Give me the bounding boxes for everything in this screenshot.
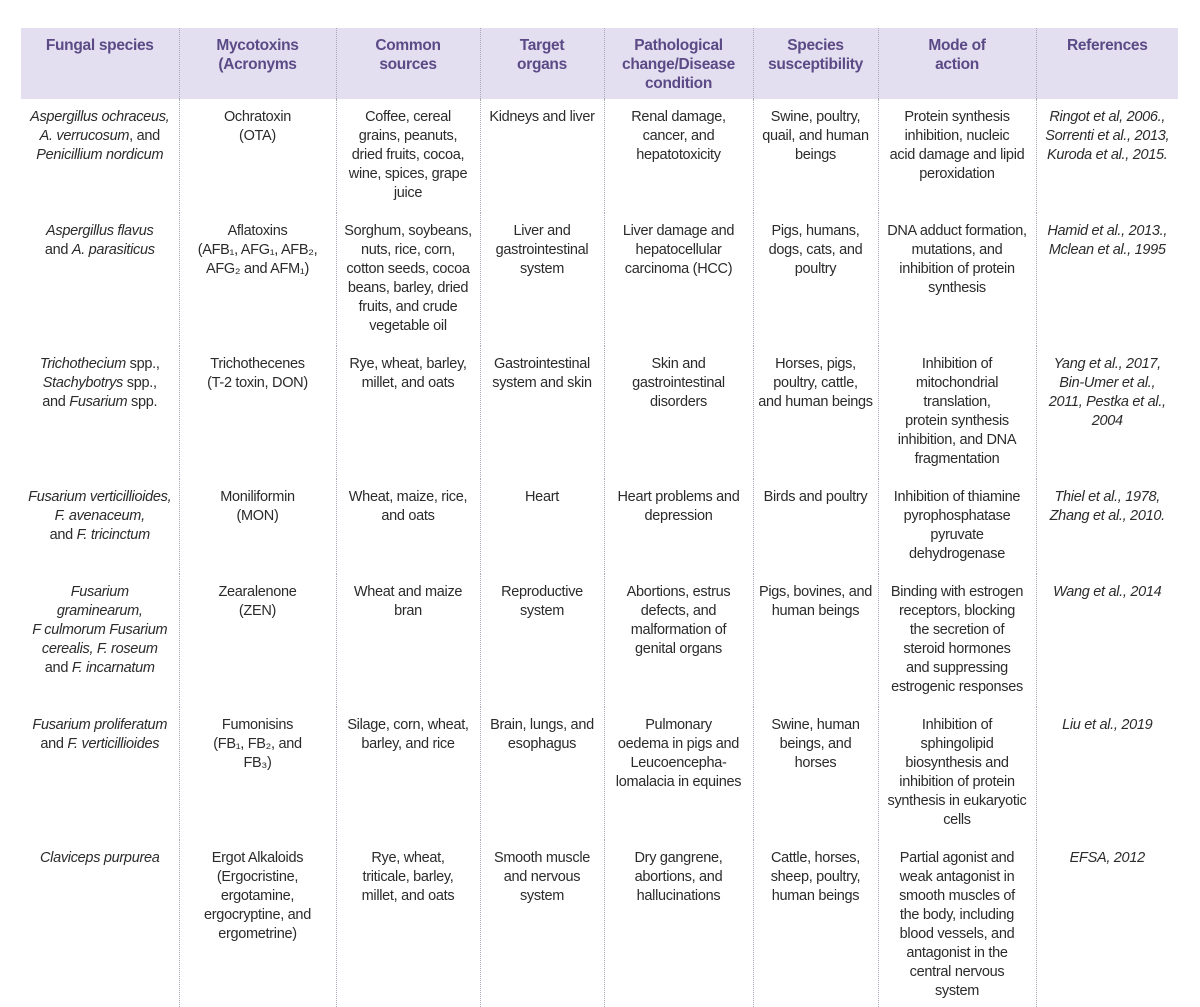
table-row bbox=[21, 213, 1178, 346]
cell-line: Ergot Alkaloids bbox=[211, 850, 304, 866]
cell-line: Wang et al., 2014 bbox=[1053, 584, 1162, 600]
cell-line: inhibition, nucleic bbox=[904, 128, 1010, 144]
cell-line: Inhibition of bbox=[921, 356, 993, 372]
mycotoxin-table-container bbox=[21, 28, 1178, 1007]
species-line bbox=[25, 108, 175, 127]
species-line bbox=[25, 640, 175, 659]
cell-line: steroid hormones bbox=[903, 641, 1011, 657]
species-text: and bbox=[49, 527, 77, 543]
species-susceptibility-cell bbox=[753, 840, 878, 1007]
cell-line: Mclean et al., 1995 bbox=[1048, 242, 1166, 258]
cell-line: juice bbox=[393, 185, 423, 201]
pathological-change-cell bbox=[604, 707, 753, 840]
cell-line: genital organs bbox=[635, 641, 722, 657]
species-text: cerealis, F. roseum bbox=[41, 641, 158, 657]
cell-line: 2004 bbox=[1091, 413, 1123, 429]
cell-line: cotton seeds, cocoa bbox=[346, 261, 470, 277]
cell-line: Dry gangrene, bbox=[634, 850, 723, 866]
header-line: Pathological bbox=[634, 37, 723, 54]
pathological-change-cell bbox=[604, 479, 753, 574]
species-line bbox=[25, 849, 175, 868]
cell-line: abortions, and bbox=[634, 869, 723, 885]
header-line: Fungal species bbox=[45, 37, 154, 54]
cell-line: Smooth muscle bbox=[493, 850, 591, 866]
mode-of-action-cell bbox=[878, 479, 1036, 574]
species-susceptibility-cell bbox=[753, 479, 878, 574]
cell-line: Protein synthesis bbox=[904, 109, 1010, 125]
target-organs-cell bbox=[480, 840, 604, 1007]
species-text: Fusarium bbox=[69, 394, 128, 410]
mode-of-action-cell bbox=[878, 574, 1036, 707]
cell-line: (FB₁, FB₂, and bbox=[213, 736, 302, 752]
header-line: References bbox=[1066, 37, 1148, 54]
cell-line: Reproductive bbox=[501, 584, 583, 600]
cell-line: malformation of bbox=[630, 622, 727, 638]
cell-line: lomalacia in equines bbox=[615, 774, 742, 790]
mycotoxin-cell bbox=[179, 346, 336, 479]
cell-line: disorders bbox=[650, 394, 707, 410]
cell-line: Swine, human bbox=[771, 717, 860, 733]
species-text: F. avenaceum, bbox=[54, 508, 145, 524]
cell-line: grains, peanuts, bbox=[358, 128, 458, 144]
cell-line: Renal damage, bbox=[631, 109, 726, 125]
species-line bbox=[25, 526, 175, 545]
species-line bbox=[25, 507, 175, 526]
species-susceptibility-cell bbox=[753, 213, 878, 346]
species-line bbox=[25, 222, 175, 241]
cell-line: and suppressing bbox=[906, 660, 1008, 676]
species-text: F. verticillioides bbox=[67, 736, 160, 752]
cell-line: hallucinations bbox=[636, 888, 721, 904]
references-cell bbox=[1036, 574, 1178, 707]
mycotoxin-cell bbox=[179, 707, 336, 840]
cell-line: esophagus bbox=[507, 736, 577, 752]
cell-line: wine, spices, grape bbox=[348, 166, 468, 182]
cell-line: ergocryptine, and bbox=[204, 907, 311, 923]
species-text: Stachybotrys bbox=[42, 375, 124, 391]
cell-line: carcinoma (HCC) bbox=[624, 261, 733, 277]
common-sources-cell bbox=[336, 707, 480, 840]
pathological-change-cell bbox=[604, 840, 753, 1007]
cell-line: smooth muscles of bbox=[899, 888, 1015, 904]
cell-line: inhibition of protein bbox=[899, 774, 1015, 790]
species-text: spp., bbox=[125, 356, 160, 372]
cell-line: system bbox=[519, 888, 565, 904]
species-text: F. tricinctum bbox=[76, 527, 150, 543]
target-organs-cell bbox=[480, 479, 604, 574]
cell-line: 2011, Pestka et al., bbox=[1048, 394, 1166, 410]
species-susceptibility-cell bbox=[753, 707, 878, 840]
cell-line: Silage, corn, wheat, bbox=[347, 717, 469, 733]
cell-line: translation, bbox=[923, 394, 991, 410]
cell-line: Pigs, bovines, and bbox=[758, 584, 873, 600]
cell-line: Wheat and maize bbox=[353, 584, 463, 600]
table-row bbox=[21, 346, 1178, 479]
species-susceptibility-cell bbox=[753, 346, 878, 479]
cell-line: mutations, and bbox=[911, 242, 1003, 258]
mode-of-action-cell bbox=[878, 346, 1036, 479]
cell-line: Sorghum, soybeans, bbox=[344, 223, 472, 239]
cell-line: synthesis bbox=[928, 280, 986, 296]
mycotoxin-cell bbox=[179, 479, 336, 574]
references-cell bbox=[1036, 479, 1178, 574]
cell-line: the secretion of bbox=[909, 622, 1005, 638]
cell-line: Kuroda et al., 2015. bbox=[1046, 147, 1168, 163]
cell-line: Swine, poultry, bbox=[770, 109, 861, 125]
cell-line: Aflatoxins bbox=[227, 223, 288, 239]
mode-of-action-cell bbox=[878, 707, 1036, 840]
header-line: Species bbox=[787, 37, 844, 54]
header-species-susceptibility bbox=[753, 28, 878, 99]
cell-line: system and skin bbox=[492, 375, 592, 391]
species-text: and bbox=[44, 242, 72, 258]
species-text: Fusarium verticillioides, bbox=[28, 489, 172, 505]
cell-line: pyrophosphatase bbox=[903, 508, 1011, 524]
cell-line: Wheat, maize, rice, bbox=[348, 489, 468, 505]
cell-line: human beings bbox=[771, 603, 860, 619]
target-organs-cell bbox=[480, 346, 604, 479]
header-pathological-change bbox=[604, 28, 753, 99]
header-mode-of-action bbox=[878, 28, 1036, 99]
cell-line: DNA adduct formation, bbox=[887, 223, 1027, 239]
header-line: action bbox=[935, 56, 979, 73]
species-line bbox=[25, 659, 175, 678]
cell-line: (ZEN) bbox=[238, 603, 277, 619]
species-line bbox=[25, 241, 175, 260]
cell-line: depression bbox=[644, 508, 713, 524]
cell-line: Binding with estrogen bbox=[890, 584, 1024, 600]
cell-line: Bin-Umer et al., bbox=[1059, 375, 1156, 391]
common-sources-cell bbox=[336, 213, 480, 346]
cell-line: Rye, wheat, bbox=[371, 850, 445, 866]
cell-line: Coffee, cereal bbox=[365, 109, 451, 125]
cell-line: and nervous bbox=[503, 869, 581, 885]
species-line bbox=[25, 621, 175, 640]
references-cell bbox=[1036, 99, 1178, 213]
target-organs-cell bbox=[480, 574, 604, 707]
cell-line: Heart bbox=[525, 489, 559, 505]
target-organs-cell bbox=[480, 99, 604, 213]
cell-line: Fumonisins bbox=[221, 717, 294, 733]
cell-line: Inhibition of bbox=[921, 717, 993, 733]
species-line bbox=[25, 127, 175, 146]
cell-line: Yang et al., 2017, bbox=[1053, 356, 1161, 372]
cell-line: Kidneys and liver bbox=[489, 109, 595, 125]
cell-line: defects, and bbox=[640, 603, 717, 619]
species-text: , and bbox=[129, 128, 160, 144]
cell-line: Heart problems and bbox=[617, 489, 740, 505]
mycotoxin-cell bbox=[179, 840, 336, 1007]
table-row bbox=[21, 479, 1178, 574]
cell-line: Cattle, horses, bbox=[771, 850, 860, 866]
cell-line: Liver damage and bbox=[622, 223, 735, 239]
table-row bbox=[21, 99, 1178, 213]
cell-line: Pulmonary bbox=[645, 717, 712, 733]
cell-line: barley, and rice bbox=[361, 736, 455, 752]
mycotoxin-cell bbox=[179, 99, 336, 213]
common-sources-cell bbox=[336, 840, 480, 1007]
common-sources-cell bbox=[336, 99, 480, 213]
cell-line: inhibition, and DNA bbox=[897, 432, 1017, 448]
species-line bbox=[25, 146, 175, 165]
fungal-species-cell bbox=[21, 99, 179, 213]
cell-line: poultry, cattle, bbox=[773, 375, 858, 391]
cell-line: Abortions, estrus bbox=[626, 584, 731, 600]
pathological-change-cell bbox=[604, 574, 753, 707]
species-text: Fusarium proliferatum bbox=[32, 717, 168, 733]
cell-line: central nervous bbox=[909, 964, 1005, 980]
species-text: graminearum, bbox=[56, 603, 143, 619]
fungal-species-cell bbox=[21, 840, 179, 1007]
references-cell bbox=[1036, 707, 1178, 840]
cell-line: Leucoencepha- bbox=[630, 755, 727, 771]
cell-line: (OTA) bbox=[239, 128, 276, 144]
header-line: Target bbox=[519, 37, 565, 54]
cell-line: inhibition of protein bbox=[899, 261, 1015, 277]
cell-line: Thiel et al., 1978, bbox=[1054, 489, 1161, 505]
cell-line: fruits, and crude bbox=[358, 299, 458, 315]
mode-of-action-cell bbox=[878, 213, 1036, 346]
cell-line: Sorrenti et al., 2013, bbox=[1045, 128, 1170, 144]
cell-line: Horses, pigs, bbox=[775, 356, 856, 372]
species-text: Aspergillus ochraceus, bbox=[30, 109, 170, 125]
species-line bbox=[25, 355, 175, 374]
cell-line: fragmentation bbox=[914, 451, 1000, 467]
cell-line: gastrointestinal bbox=[495, 242, 589, 258]
cell-line: millet, and oats bbox=[361, 375, 455, 391]
cell-line: Brain, lungs, and bbox=[490, 717, 594, 733]
common-sources-cell bbox=[336, 574, 480, 707]
references-cell bbox=[1036, 840, 1178, 1007]
header-common-sources bbox=[336, 28, 480, 99]
cell-line: sphingolipid bbox=[920, 736, 994, 752]
cell-line: Hamid et al., 2013., bbox=[1047, 223, 1168, 239]
cell-line: Pigs, humans, bbox=[771, 223, 860, 239]
cell-line: oedema in pigs and bbox=[617, 736, 740, 752]
target-organs-cell bbox=[480, 213, 604, 346]
species-text: A. verrucosum bbox=[39, 128, 130, 144]
cell-line: Skin and bbox=[651, 356, 706, 372]
cell-line: antagonist in the bbox=[906, 945, 1008, 961]
common-sources-cell bbox=[336, 479, 480, 574]
table-row bbox=[21, 574, 1178, 707]
species-text: and bbox=[42, 394, 70, 410]
header-fungal-species bbox=[21, 28, 179, 99]
cell-line: FB₃) bbox=[243, 755, 272, 771]
cell-line: system bbox=[519, 603, 565, 619]
cell-line: Zearalenone bbox=[218, 584, 297, 600]
species-line bbox=[25, 735, 175, 754]
pathological-change-cell bbox=[604, 99, 753, 213]
cell-line: Ringot et al, 2006., bbox=[1049, 109, 1166, 125]
cell-line: millet, and oats bbox=[361, 888, 455, 904]
cell-line: hepatotoxicity bbox=[636, 147, 721, 163]
cell-line: AFG₂ and AFM₁) bbox=[205, 261, 309, 277]
header-line: (Acronyms bbox=[218, 56, 297, 73]
cell-line: biosynthesis and bbox=[905, 755, 1009, 771]
references-cell bbox=[1036, 213, 1178, 346]
header-line: change/Disease bbox=[622, 56, 735, 73]
references-cell bbox=[1036, 346, 1178, 479]
header-line: condition bbox=[644, 75, 713, 92]
cell-line: beings, and horses bbox=[779, 736, 852, 771]
cell-line: beans, barley, dried bbox=[347, 280, 469, 296]
species-text: Fusarium bbox=[70, 584, 129, 600]
cell-line: hepatocellular bbox=[635, 242, 722, 258]
species-line bbox=[25, 602, 175, 621]
cell-line: Trichothecenes bbox=[210, 356, 305, 372]
cell-line: mitochondrial bbox=[915, 375, 999, 391]
header-line: Mycotoxins bbox=[216, 37, 299, 54]
cell-line: dried fruits, cocoa, bbox=[351, 147, 465, 163]
cell-line: nuts, rice, corn, bbox=[360, 242, 456, 258]
cell-line: protein synthesis bbox=[905, 413, 1009, 429]
common-sources-cell bbox=[336, 346, 480, 479]
cell-line: sheep, poultry, bbox=[770, 869, 861, 885]
cell-line: ergometrine) bbox=[218, 926, 297, 942]
cell-line: and human beings bbox=[758, 394, 873, 410]
species-text: F. incarnatum bbox=[71, 660, 155, 676]
species-line bbox=[25, 488, 175, 507]
header-line: susceptibility bbox=[768, 56, 863, 73]
cell-line: receptors, blocking bbox=[899, 603, 1015, 619]
table-header bbox=[21, 28, 1178, 99]
cell-line: EFSA, 2012 bbox=[1069, 850, 1145, 866]
cell-line: Zhang et al., 2010. bbox=[1049, 508, 1165, 524]
fungal-species-cell bbox=[21, 574, 179, 707]
species-text: A. parasiticus bbox=[71, 242, 155, 258]
species-text: spp. bbox=[127, 394, 158, 410]
species-susceptibility-cell bbox=[753, 574, 878, 707]
species-line bbox=[25, 583, 175, 602]
cell-line: gastrointestinal bbox=[632, 375, 725, 391]
species-text: and bbox=[44, 660, 72, 676]
species-text: Trichothecium bbox=[39, 356, 126, 372]
cell-line: and oats bbox=[381, 508, 435, 524]
cell-line: dogs, cats, and bbox=[768, 242, 863, 258]
mycotoxin-cell bbox=[179, 213, 336, 346]
species-text: spp., bbox=[123, 375, 157, 391]
cell-line: Ochratoxin bbox=[223, 109, 292, 125]
cell-line: the body, including bbox=[899, 907, 1015, 923]
cell-line: system bbox=[519, 261, 565, 277]
cell-line: bran bbox=[394, 603, 422, 619]
header-mycotoxins bbox=[179, 28, 336, 99]
species-text: Aspergillus flavus bbox=[46, 223, 154, 239]
header-row bbox=[21, 28, 1178, 99]
cell-line: (T-2 toxin, DON) bbox=[207, 375, 308, 391]
cell-line: vegetable oil bbox=[369, 318, 447, 334]
cell-line: Liu et al., 2019 bbox=[1062, 717, 1153, 733]
species-line bbox=[25, 716, 175, 735]
cell-line: Partial agonist and bbox=[899, 850, 1015, 866]
cell-line: (Ergocristine, bbox=[216, 869, 299, 885]
cell-line: peroxidation bbox=[919, 166, 995, 182]
header-line: Common bbox=[375, 37, 441, 54]
cell-line: blood vessels, and bbox=[899, 926, 1015, 942]
table-row bbox=[21, 707, 1178, 840]
cell-line: quail, and human bbox=[762, 128, 869, 144]
header-line: Mode of bbox=[928, 37, 986, 54]
cell-line: acid damage and lipid bbox=[889, 147, 1025, 163]
species-line bbox=[25, 374, 175, 393]
mycotoxin-cell bbox=[179, 574, 336, 707]
cell-line: poultry bbox=[794, 261, 837, 277]
mycotoxin-table bbox=[21, 28, 1178, 1007]
pathological-change-cell bbox=[604, 346, 753, 479]
cell-line: Birds and poultry bbox=[763, 489, 868, 505]
cell-line: pyruvate bbox=[930, 527, 984, 543]
header-line: sources bbox=[379, 56, 437, 73]
cell-line: triticale, barley, bbox=[362, 869, 454, 885]
cell-line: estrogenic responses bbox=[891, 679, 1023, 695]
species-line bbox=[25, 393, 175, 412]
header-line: organs bbox=[517, 56, 567, 73]
species-susceptibility-cell bbox=[753, 99, 878, 213]
species-text: F culmorum Fusarium bbox=[32, 622, 168, 638]
cell-line: Rye, wheat, barley, bbox=[349, 356, 467, 372]
cell-line: Gastrointestinal bbox=[494, 356, 590, 372]
cell-line: human beings bbox=[771, 888, 860, 904]
fungal-species-cell bbox=[21, 479, 179, 574]
cell-line: weak antagonist in bbox=[899, 869, 1015, 885]
mode-of-action-cell bbox=[878, 99, 1036, 213]
cell-line: Liver and bbox=[513, 223, 571, 239]
cell-line: (MON) bbox=[236, 508, 279, 524]
fungal-species-cell bbox=[21, 707, 179, 840]
fungal-species-cell bbox=[21, 346, 179, 479]
header-references bbox=[1036, 28, 1178, 99]
cell-line: cancer, and bbox=[642, 128, 715, 144]
target-organs-cell bbox=[480, 707, 604, 840]
header-target-organs bbox=[480, 28, 604, 99]
cell-line: system bbox=[934, 983, 980, 999]
species-text: Penicillium nordicum bbox=[36, 147, 164, 163]
cell-line: dehydrogenase bbox=[908, 546, 1006, 562]
species-text: and bbox=[40, 736, 68, 752]
pathological-change-cell bbox=[604, 213, 753, 346]
cell-line: Moniliformin bbox=[220, 489, 295, 505]
cell-line: synthesis in eukaryotic bbox=[887, 793, 1027, 809]
fungal-species-cell bbox=[21, 213, 179, 346]
table-body bbox=[21, 99, 1178, 1007]
cell-line: (AFB₁, AFG₁, AFB₂, bbox=[197, 242, 318, 258]
mode-of-action-cell bbox=[878, 840, 1036, 1007]
cell-line: beings bbox=[795, 147, 836, 163]
cell-line: ergotamine, bbox=[220, 888, 295, 904]
cell-line: cells bbox=[943, 812, 971, 828]
species-text: Claviceps purpurea bbox=[39, 850, 160, 866]
table-row bbox=[21, 840, 1178, 1007]
cell-line: Inhibition of thiamine bbox=[893, 489, 1021, 505]
